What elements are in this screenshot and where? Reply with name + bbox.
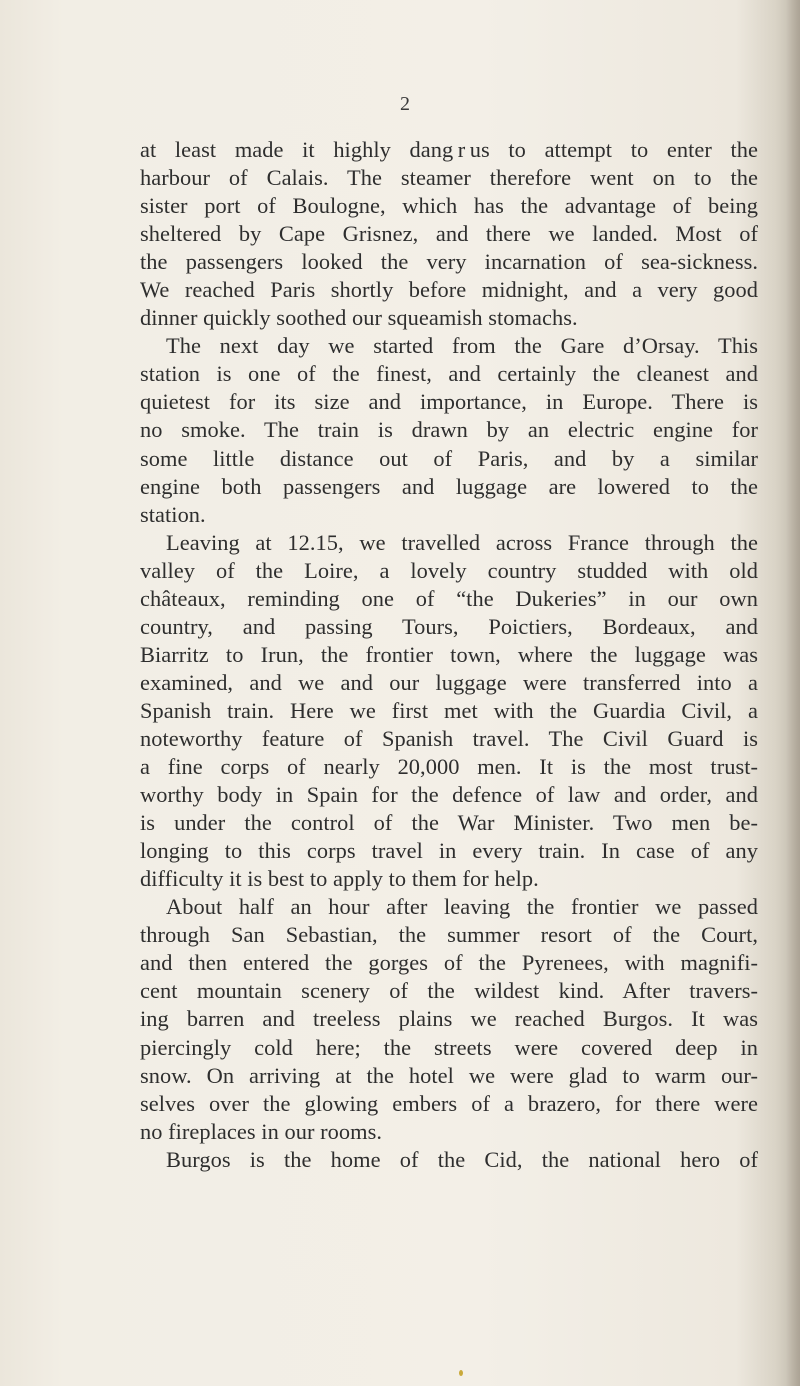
text-line: station is one of the finest, and certainly the cleanest and bbox=[140, 361, 758, 387]
text-line: noteworthy feature of Spanish travel. The Civil Guard is bbox=[140, 725, 758, 751]
text-line: harbour of Calais. The steamer therefore went on to the bbox=[140, 165, 758, 191]
text-line: no fireplaces in our rooms. bbox=[140, 1118, 382, 1144]
text-line: sister port of Boulogne, which has the advantage of being bbox=[140, 193, 758, 219]
text-line: examined, and we and our luggage were transferred into a bbox=[140, 669, 758, 695]
text-line: cent mountain scenery of the wildest kind. After travers- bbox=[140, 978, 758, 1004]
text-line: station. bbox=[140, 501, 206, 527]
paper-speck bbox=[459, 1370, 463, 1376]
text-line: is under the control of the War Minister. Two men be- bbox=[140, 810, 758, 836]
text-line: difficulty it is best to apply to them for help. bbox=[140, 866, 539, 892]
text-line: country, and passing Tours, Poictiers, Bordeaux, and bbox=[140, 613, 758, 639]
page-edge-shadow bbox=[786, 0, 800, 1386]
text-line: châteaux, reminding one of “the Dukeries” in our own bbox=[140, 585, 758, 611]
text-line: and then entered the gorges of the Pyrenees, with magnifi- bbox=[140, 950, 758, 976]
text-line: ing barren and treeless plains we reached Burgos. It was bbox=[140, 1006, 758, 1032]
text-line: some little distance out of Paris, and by a similar bbox=[140, 445, 758, 471]
text-line: a fine corps of nearly 20,000 men. It is the most trust- bbox=[140, 754, 758, 780]
text-line: snow. On arriving at the hotel we were glad to warm our- bbox=[140, 1062, 758, 1088]
text-line: sheltered by Cape Grisnez, and there we landed. Most of bbox=[140, 221, 758, 247]
text-line: About half an hour after leaving the frontier we passed bbox=[166, 894, 758, 920]
text-line: We reached Paris shortly before midnight, and a very good bbox=[140, 277, 758, 303]
text-line: the passengers looked the very incarnation of sea-sickness. bbox=[140, 249, 758, 275]
text-line: no smoke. The train is drawn by an electric engine for bbox=[140, 417, 758, 443]
text-line: dinner quickly soothed our squeamish stomachs. bbox=[140, 305, 578, 331]
text-line: selves over the glowing embers of a brazero, for there were bbox=[140, 1090, 758, 1116]
text-line: at least made it highly dang r us to attempt to enter the bbox=[140, 137, 758, 162]
text-line: Biarritz to Irun, the frontier town, where the luggage was bbox=[140, 641, 758, 667]
body-text bbox=[140, 136, 758, 1174]
text-line: worthy body in Spain for the defence of law and order, and bbox=[140, 782, 758, 808]
text-line: engine both passengers and luggage are lowered to the bbox=[140, 473, 758, 499]
text-line: Spanish train. Here we first met with the Guardia Civil, a bbox=[140, 697, 758, 723]
text-line: valley of the Loire, a lovely country studded with old bbox=[140, 557, 758, 583]
text-line: The next day we started from the Gare d’Orsay. This bbox=[166, 333, 758, 359]
text-line: longing to this corps travel in every train. In case of any bbox=[140, 838, 758, 864]
page-number: 2 bbox=[400, 93, 410, 115]
text-line: Burgos is the home of the Cid, the national hero of bbox=[166, 1146, 758, 1172]
text-line: Leaving at 12.15, we travelled across France through the bbox=[166, 529, 758, 555]
text-line: piercingly cold here; the streets were covered deep in bbox=[140, 1034, 758, 1060]
text-line: quietest for its size and importance, in Europe. There is bbox=[140, 389, 758, 415]
text-line: through San Sebastian, the summer resort of the Court, bbox=[140, 922, 758, 948]
